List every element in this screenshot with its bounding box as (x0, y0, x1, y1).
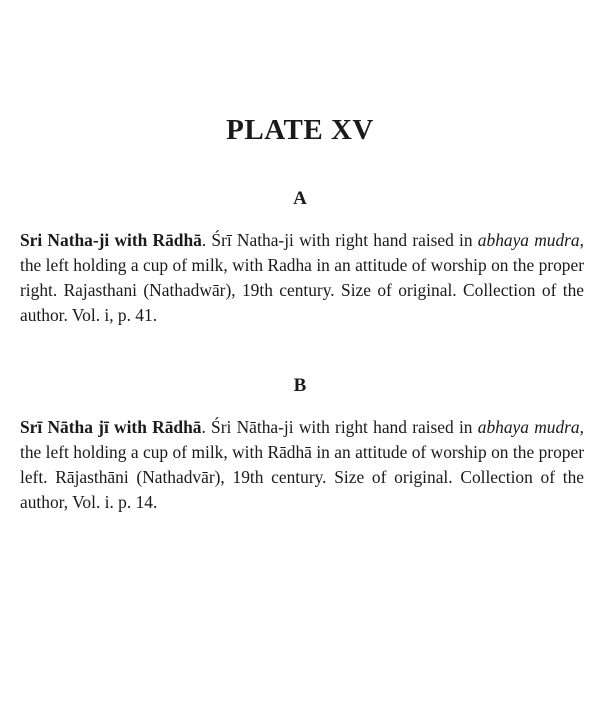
entry-a-title: Sri Natha-ji with Rādhā (20, 230, 202, 250)
plate-title: PLATE XV (226, 114, 374, 146)
entry-b-text-part-2: , the left holding a cup of milk, with Rādhā in an attitude of worship on the proper left. Rājasthāni (Nathadvār), 19th century. Size of original. Collection of the author, Vol. i. p. 14. (20, 417, 584, 512)
entry-b-text-part-1: . Śri Nātha-ji with right hand raised in (201, 417, 478, 437)
entry-b-italic-term: abhaya mudra (477, 417, 580, 437)
entry-a-italic-term: abhaya mudra (477, 230, 580, 250)
entry-b-caption (20, 415, 584, 515)
entry-b-title: Srī Nātha jī with Rādhā (20, 417, 202, 437)
entry-a-text-part-2: , the left holding a cup of milk, with Radha in an attitude of worship on the proper right. Rajasthani (Nathadwār), 19th century. Size of original. Collection of the author. Vol. i, p. 41. (20, 230, 584, 325)
entry-b-letter: B (293, 375, 307, 396)
entry-a-text-part-1: . Śrī Natha-ji with right hand raised in (201, 230, 478, 250)
entry-a-letter: A (293, 188, 307, 209)
entry-a-caption (20, 228, 584, 328)
